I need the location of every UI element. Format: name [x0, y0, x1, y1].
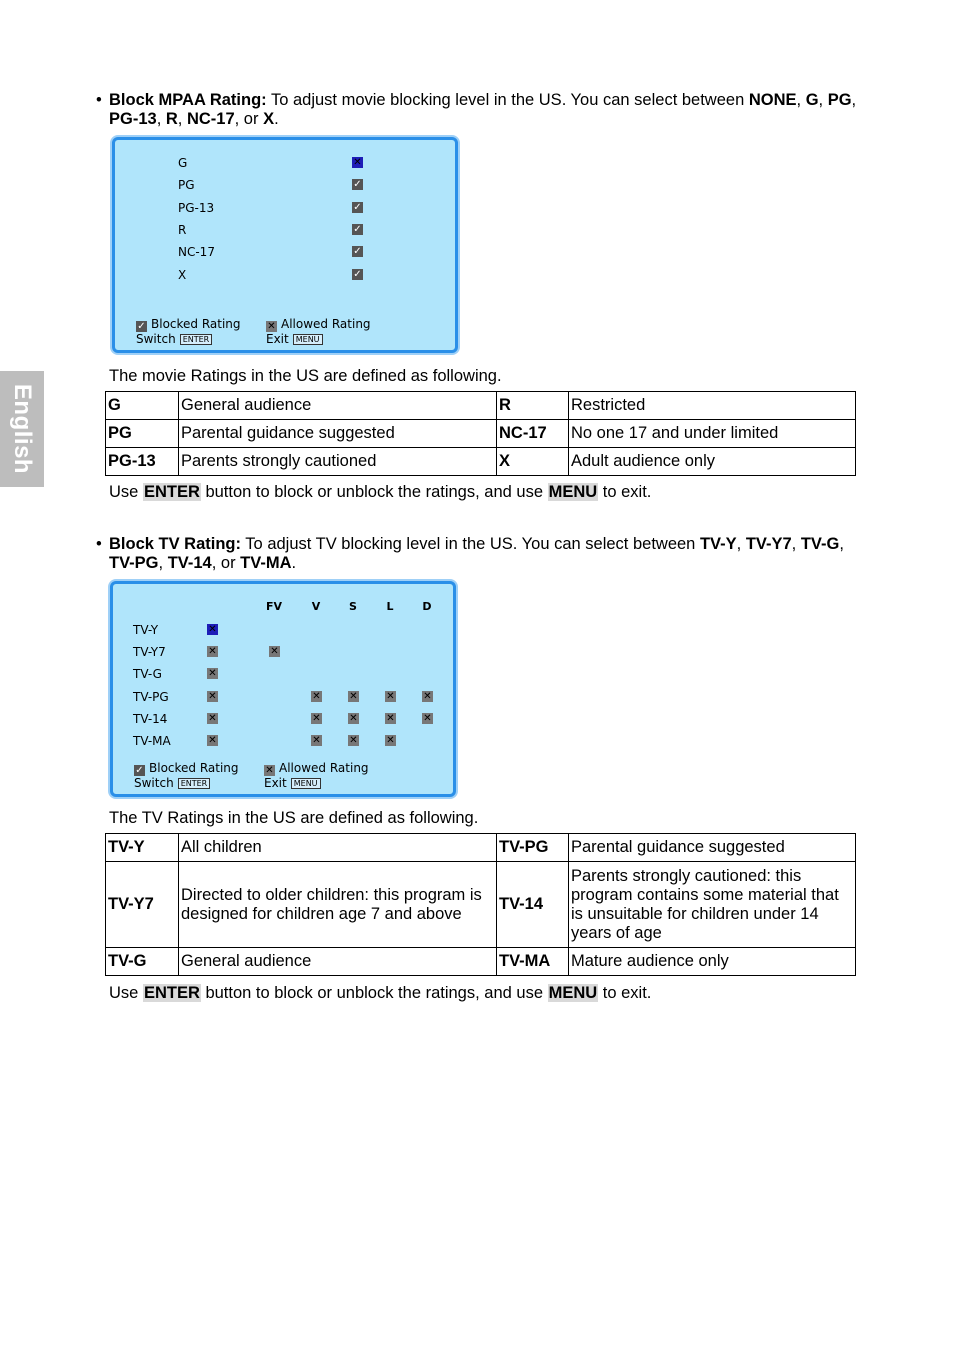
content-checkbox[interactable]: ✕ — [423, 712, 432, 724]
mpaa-table-row — [106, 448, 856, 476]
enter-key-icon: ENTER — [180, 334, 213, 345]
bold-text: NC-17 — [186, 110, 235, 128]
rating-checkbox[interactable]: ✕ — [353, 157, 362, 168]
rating-checkbox[interactable]: ✓ — [353, 246, 362, 258]
text-run: , — [158, 554, 168, 572]
tv-table-row — [106, 834, 856, 862]
content-checkbox[interactable]: ✕ — [270, 646, 279, 658]
switch-hint — [136, 332, 212, 347]
switch-label: Switch — [134, 776, 174, 790]
content-checkbox[interactable]: ✕ — [349, 690, 358, 702]
language-tab-label: English — [9, 383, 37, 475]
mpaa-rating-screen — [112, 137, 458, 353]
rating-checkbox[interactable]: ✓ — [353, 268, 362, 280]
rating-description-cell: General audience — [179, 392, 497, 420]
allowed-x-icon: ✕ — [265, 765, 274, 776]
text-run: , — [791, 535, 801, 553]
mpaa-ratings-table — [105, 391, 856, 476]
bold-text: PG — [827, 91, 852, 109]
rating-description-cell: Directed to older children: this program is designed for children age 7 and above — [179, 862, 497, 948]
rating-description-cell: Parental guidance suggested — [569, 834, 856, 862]
text-run: To adjust TV blocking level in the US. You can select between — [241, 535, 700, 553]
mpaa-intro-paragraph — [96, 91, 866, 129]
blocked-check-icon: ✓ — [137, 321, 146, 332]
bold-text: X — [263, 110, 275, 128]
bold-text: NONE — [748, 91, 797, 109]
tv-rating-row-label: TV-Y — [133, 623, 159, 637]
mpaa-intro-text — [109, 91, 866, 129]
text-run: , — [796, 91, 806, 109]
rating-description-cell: Mature audience only — [569, 948, 856, 976]
legend-allowed — [264, 761, 369, 776]
key-highlight: ENTER — [143, 483, 200, 501]
rating-row-label: PG — [178, 178, 195, 193]
tv-rating-screen — [110, 581, 456, 797]
bold-text: TV-Y — [699, 535, 737, 553]
rating-checkbox[interactable]: ✓ — [353, 201, 362, 213]
tv-rating-row-label: TV-14 — [133, 711, 168, 726]
content-checkbox[interactable]: ✕ — [386, 712, 395, 724]
rating-description-cell: Parents strongly cautioned: this program contains some material that is unsuitable for children under 14 years of age — [569, 862, 856, 948]
legend-blocked-label: Blocked Rating — [151, 317, 241, 331]
tv-rating-row-label: TV-Y7 — [133, 645, 166, 660]
legend-blocked — [134, 761, 239, 776]
rating-code-cell: TV-Y7 — [106, 862, 179, 948]
rating-code-cell: TV-PG — [497, 834, 569, 862]
enter-key-icon: ENTER — [178, 778, 211, 789]
mpaa-table-row — [106, 392, 856, 420]
rating-code-cell: NC-17 — [497, 420, 569, 448]
switch-label: Switch — [136, 332, 176, 346]
text-run: . — [291, 554, 297, 572]
text-run: button to block or unblock the ratings, and use — [200, 984, 548, 1002]
bold-text: TV-PG — [109, 554, 159, 572]
text-run: Use — [109, 984, 143, 1002]
bold-text: G — [805, 91, 819, 109]
rating-checkbox[interactable]: ✓ — [353, 223, 362, 235]
text-run: to exit. — [598, 984, 652, 1002]
content-column-header: L — [386, 600, 394, 613]
rating-code-cell: PG-13 — [106, 448, 179, 476]
allowed-x-icon: ✕ — [267, 321, 276, 332]
rating-description-cell: Parents strongly cautioned — [179, 448, 497, 476]
rating-code-cell: R — [497, 392, 569, 420]
bold-text: TV-Y7 — [745, 535, 792, 553]
tv-outro-text — [109, 984, 651, 1003]
content-checkbox[interactable]: ✕ — [386, 690, 395, 702]
tv-intro-paragraph — [96, 535, 866, 573]
menu-key-icon: MENU — [293, 334, 323, 345]
bold-text: TV-14 — [167, 554, 212, 572]
rating-code-cell: TV-Y — [106, 834, 179, 862]
tv-rating-row-label: TV-PG — [133, 689, 169, 704]
text-run: , — [818, 91, 828, 109]
text-run: , — [736, 535, 746, 553]
bold-text: Block MPAA Rating: — [109, 91, 267, 109]
tv-rating-row-label: TV-MA — [133, 734, 171, 748]
content-column-header: D — [422, 600, 432, 613]
text-run: to exit. — [598, 483, 652, 501]
rating-code-cell: TV-G — [106, 948, 179, 976]
switch-hint — [134, 776, 210, 791]
bullet-icon: • — [96, 535, 102, 553]
text-run: , — [851, 91, 857, 109]
exit-hint — [266, 332, 323, 347]
exit-label: Exit — [264, 776, 287, 790]
content-checkbox[interactable]: ✕ — [423, 690, 432, 702]
text-run: , — [839, 535, 844, 553]
rating-code-cell: TV-MA — [497, 948, 569, 976]
rating-row-label: X — [178, 267, 187, 282]
blocked-check-icon: ✓ — [135, 765, 144, 776]
content-checkbox[interactable]: ✕ — [312, 735, 321, 746]
exit-label: Exit — [266, 332, 289, 346]
bold-text: TV-MA — [240, 554, 292, 572]
mpaa-outro-text — [109, 483, 651, 502]
rating-row-label: R — [178, 222, 187, 237]
rating-description-cell: All children — [179, 834, 497, 862]
bold-text: PG-13 — [109, 110, 157, 128]
rating-description-cell: Restricted — [569, 392, 856, 420]
rating-code-cell: TV-14 — [497, 862, 569, 948]
tv-rating-checkbox[interactable]: ✕ — [208, 712, 217, 724]
content-column-header: FV — [265, 600, 283, 613]
tv-table-intro: The TV Ratings in the US are defined as following. — [109, 809, 479, 827]
tv-rating-checkbox[interactable]: ✕ — [208, 624, 217, 635]
text-run: , — [156, 110, 166, 128]
rating-code-cell: G — [106, 392, 179, 420]
legend-blocked-label: Blocked Rating — [149, 761, 239, 775]
bold-text: Block TV Rating: — [109, 535, 242, 553]
key-highlight: MENU — [548, 483, 598, 501]
content-checkbox[interactable]: ✕ — [349, 735, 358, 746]
text-run: , or — [211, 554, 241, 572]
mpaa-table-row — [106, 420, 856, 448]
text-run: To adjust movie blocking level in the US. You can select between — [266, 91, 749, 109]
rating-description-cell: Parental guidance suggested — [179, 420, 497, 448]
mpaa-table-intro: The movie Ratings in the US are defined as following. — [109, 367, 502, 385]
content-checkbox[interactable]: ✕ — [349, 712, 358, 724]
text-run: , or — [234, 110, 264, 128]
content-checkbox[interactable]: ✕ — [312, 712, 321, 724]
text-run: button to block or unblock the ratings, and use — [200, 483, 548, 501]
rating-row-label: G — [178, 156, 188, 170]
rating-description-cell: General audience — [179, 948, 497, 976]
rating-code-cell: PG — [106, 420, 179, 448]
tv-ratings-table — [105, 833, 856, 976]
legend-allowed — [266, 317, 371, 332]
tv-table-row — [106, 948, 856, 976]
rating-checkbox[interactable]: ✓ — [353, 179, 362, 191]
rating-description-cell: No one 17 and under limited — [569, 420, 856, 448]
tv-rating-checkbox[interactable]: ✕ — [208, 735, 217, 746]
key-highlight: ENTER — [143, 984, 200, 1002]
content-column-header: S — [349, 600, 357, 613]
tv-rating-row-label: TV-G — [133, 667, 162, 682]
rating-description-cell: Adult audience only — [569, 448, 856, 476]
content-column-header: V — [311, 600, 321, 613]
bullet-icon: • — [96, 91, 102, 109]
rating-code-cell: X — [497, 448, 569, 476]
rating-row-label: PG-13 — [178, 200, 215, 215]
bold-text: R — [165, 110, 178, 128]
language-side-tab — [0, 371, 44, 487]
tv-table-row — [106, 862, 856, 948]
key-highlight: MENU — [548, 984, 598, 1002]
tv-intro-text — [109, 535, 866, 573]
content-checkbox[interactable]: ✕ — [312, 690, 321, 702]
legend-allowed-label: Allowed Rating — [281, 317, 371, 331]
legend-allowed-label: Allowed Rating — [279, 761, 369, 775]
tv-rating-checkbox[interactable]: ✕ — [208, 690, 217, 702]
legend-blocked — [136, 317, 241, 332]
content-checkbox[interactable]: ✕ — [386, 735, 395, 746]
text-run: Use — [109, 483, 143, 501]
rating-row-label: NC-17 — [178, 245, 215, 260]
tv-rating-checkbox[interactable]: ✕ — [208, 646, 217, 658]
bold-text: TV-G — [800, 535, 840, 553]
exit-hint — [264, 776, 321, 791]
menu-key-icon: MENU — [291, 778, 321, 789]
text-run: . — [274, 110, 279, 128]
text-run: , — [177, 110, 187, 128]
tv-rating-checkbox[interactable]: ✕ — [208, 668, 217, 680]
